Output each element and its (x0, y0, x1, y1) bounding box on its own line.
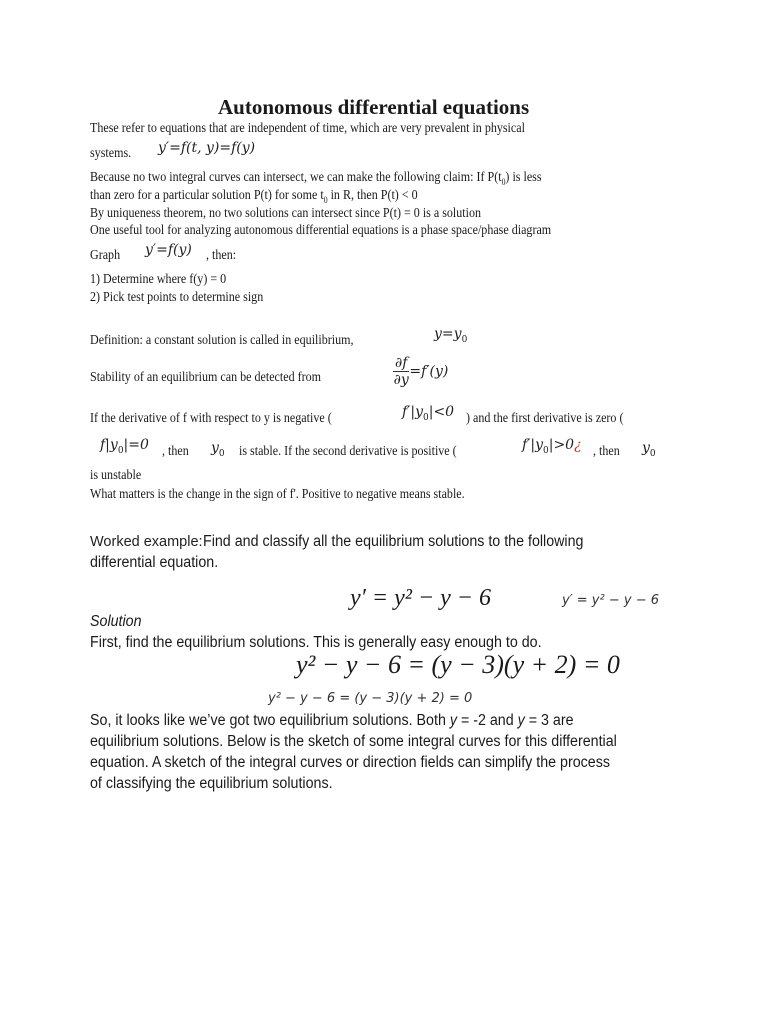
derivative-line-part-2: ) and the first derivative is zero ( (466, 411, 624, 426)
step-2: 2) Pick test points to determine sign (90, 290, 264, 305)
uniqueness-line: By uniqueness theorem, no two solutions can intersect since P(t) = 0 is a solution (90, 206, 482, 221)
claim-line-2: than zero for a particular solution P(t) for some $t_0$ in R, then P(t) < 0 (90, 188, 418, 205)
unstable-text: is unstable (90, 468, 142, 483)
derivative-line-part-1: If the derivative of f with respect to y is negative ( (90, 411, 332, 426)
so-line-1: So, it looks like we’ve got two equilibrium solutions. Both y = -2 and y = 3 are (90, 712, 574, 729)
equation-y-prime-ft: y′=f(t, y)=f(y) (158, 140, 256, 156)
condition-zero: $f|y_0|=0$ (100, 437, 149, 456)
big-equation-2: y² − y − 6 = (y − 3)(y + 2) = 0 (296, 650, 620, 679)
claim-line-1: Because no two integral curves can intersect, we can make the following claim: If $P(t_0)$ is less (90, 170, 542, 187)
so-line-4: of classifying the equilibrium solutions. (90, 775, 333, 792)
so-line-3: equation. A sketch of the integral curves or direction fields can simplify the process (90, 754, 610, 771)
then-text-1: , then (162, 444, 189, 459)
y0-symbol-a: $y_0$ (211, 440, 225, 459)
so-line-2: equilibrium solutions. Below is the sketch of some integral curves for this differential (90, 733, 617, 750)
small-equation-2: y² − y − 6 = (y − 3)(y + 2) = 0 (268, 691, 473, 706)
partial-derivative-expression: $\frac{\partial f}{\partial y}$ =f′(y) (393, 355, 449, 388)
stability-line: Stability of an equilibrium can be detected from (90, 370, 322, 385)
intro-line-2: systems. (90, 146, 132, 161)
graph-label: Graph (90, 248, 121, 263)
page-title: Autonomous differential equations (218, 95, 530, 119)
equation-y-prime-fy: y′=f(y) (145, 242, 192, 258)
solution-label: Solution (90, 613, 142, 630)
equation-y-equals-y0: $y=y_0$ (434, 326, 468, 345)
small-equation-1: y′ = y² − y − 6 (562, 593, 659, 608)
definition-line: Definition: a constant solution is called in equilibrium, (90, 333, 354, 348)
then-label: , then: (206, 248, 237, 263)
y0-symbol-b: $y_0$ (642, 440, 656, 459)
first-find-line: First, find the equilibrium solutions. This is generally easy enough to do. (90, 634, 542, 651)
tool-line: One useful tool for analyzing autonomous differential equations is a phase space/phase diagram (90, 223, 552, 238)
worked-example-label: Worked example: (90, 534, 203, 550)
intro-line-1: These refer to equations that are independent of time, which are very prevalent in physical (90, 121, 525, 136)
big-equation-1: y′ = y² − y − 6 (350, 585, 491, 611)
condition-negative: $f'|y_0|<0$ (402, 404, 455, 423)
stable-text: is stable. If the second derivative is positive ( (239, 444, 457, 459)
step-1: 1) Determine where f(y) = 0 (90, 272, 227, 287)
worked-example-line-2: differential equation. (90, 554, 219, 571)
worked-example-line-1: Worked example:Find and classify all the equilibrium solutions to the following (90, 533, 584, 550)
matters-line: What matters is the change in the sign of f'. Positive to negative means stable. (90, 487, 465, 502)
condition-positive: $f'|y_0|>0¿$ (522, 437, 582, 456)
then-text-2: , then (593, 444, 620, 459)
